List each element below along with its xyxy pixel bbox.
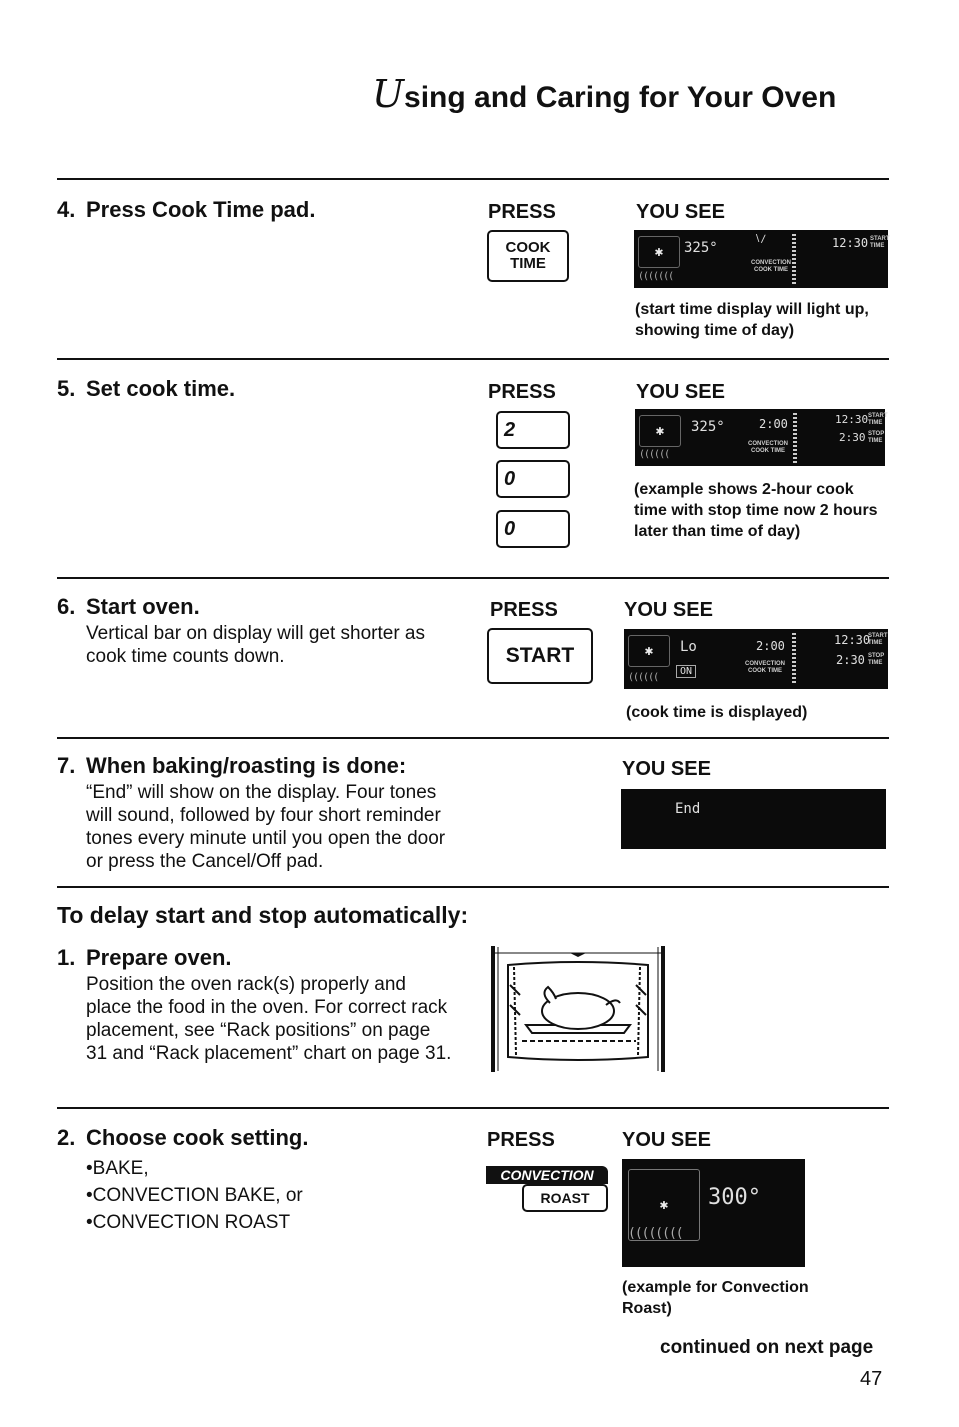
fan-icon: ✱ bbox=[628, 635, 670, 667]
step-5-caption: (example shows 2-hour cook time with stop time now 2 hours later than time of day) bbox=[634, 481, 878, 540]
step-4-title: 4. Press Cook Time pad. bbox=[57, 197, 316, 222]
heat-indicator: ((((((( bbox=[638, 271, 674, 282]
press-label: PRESS bbox=[490, 599, 558, 621]
number-pad-0[interactable]: 0 bbox=[496, 510, 570, 548]
cook-setting-list bbox=[86, 1155, 303, 1236]
you-see-label: YOU SEE bbox=[622, 758, 711, 780]
oven-display: ✱ (((((( Lo ON 2:00 CONVECTION COOK TIME 12:30 START TIME 2:30 STOP TIME bbox=[624, 629, 888, 689]
delay-step-2-title: 2. Choose cook setting. bbox=[57, 1125, 309, 1150]
heat-indicator: (((((( bbox=[639, 449, 670, 460]
divider bbox=[57, 358, 889, 360]
press-label: PRESS bbox=[488, 201, 556, 223]
divider bbox=[57, 577, 889, 579]
end-display: End bbox=[621, 789, 886, 849]
oven-display: ✱ (((((( 325° 2:00 CONVECTION COOK TIME 12:30 START TIME 2:30 STOP TIME bbox=[635, 409, 885, 466]
step-6-body: Vertical bar on display will get shorter as cook time counts down. bbox=[86, 623, 425, 667]
start-pad[interactable]: START bbox=[487, 628, 593, 684]
countdown-bar bbox=[792, 633, 796, 685]
step-4-caption: (start time display will light up, showing time of day) bbox=[635, 301, 869, 339]
oven-interior-illustration bbox=[490, 945, 666, 1073]
step-6-caption: (cook time is displayed) bbox=[626, 704, 808, 721]
delay-step-1-title: 1. Prepare oven. bbox=[57, 945, 232, 970]
step-5-title: 5. Set cook time. bbox=[57, 376, 236, 401]
step-7-title: 7. When baking/roasting is done: bbox=[57, 753, 407, 778]
countdown-bar bbox=[792, 234, 796, 284]
oven-display: ✱ (((((((( 300° bbox=[622, 1159, 805, 1267]
delay-step-1-body: Position the oven rack(s) properly and place the food in the oven. For correct rack placement, see “Rack positions” on page 31 and “Rack placement” chart on page 31. bbox=[86, 974, 452, 1064]
you-see-label: YOU SEE bbox=[636, 381, 725, 403]
section-heading: To delay start and stop automatically: bbox=[57, 902, 469, 928]
divider bbox=[57, 178, 889, 180]
divider bbox=[57, 1107, 889, 1109]
continued-note: continued on next page bbox=[660, 1337, 874, 1358]
number-pad-0[interactable]: 0 bbox=[496, 460, 570, 498]
divider bbox=[57, 737, 889, 739]
divider bbox=[57, 886, 889, 888]
list-item: • CONVECTION BAKE, or bbox=[86, 1182, 303, 1209]
heat-indicator: (((((( bbox=[628, 672, 659, 683]
countdown-bar bbox=[793, 413, 797, 463]
fan-icon: ✱ bbox=[639, 415, 681, 447]
number-pad-2[interactable]: 2 bbox=[496, 411, 570, 449]
step-7-body: “End” will show on the display. Four tones will sound, followed by four short reminder tones every minute until you open the door or press the Cancel/Off pad. bbox=[86, 782, 446, 872]
you-see-label: YOU SEE bbox=[622, 1129, 711, 1151]
cook-time-pad[interactable]: COOK TIME bbox=[487, 230, 569, 282]
step-6-title: 6. Start oven. bbox=[57, 594, 200, 619]
you-see-label: YOU SEE bbox=[624, 599, 713, 621]
oven-display: ✱ ((((((( 325° ∖∕ CONVECTION COOK TIME 12:30 START TIME bbox=[634, 230, 888, 288]
page-number: 47 bbox=[860, 1368, 883, 1390]
heat-indicator: (((((((( bbox=[628, 1226, 683, 1241]
delay-step-2-caption: (example for Convection Roast) bbox=[622, 1279, 809, 1317]
fan-icon: ✱ bbox=[628, 1169, 700, 1241]
list-item: • CONVECTION ROAST bbox=[86, 1209, 303, 1236]
press-label: PRESS bbox=[487, 1129, 555, 1151]
list-item: • BAKE, bbox=[86, 1155, 303, 1182]
convection-roast-pad[interactable]: CONVECTION ROAST bbox=[486, 1160, 610, 1214]
page-title: Using and Caring for Your Oven bbox=[372, 72, 837, 116]
press-label: PRESS bbox=[488, 381, 556, 403]
fan-icon: ✱ bbox=[638, 236, 680, 268]
you-see-label: YOU SEE bbox=[636, 201, 725, 223]
